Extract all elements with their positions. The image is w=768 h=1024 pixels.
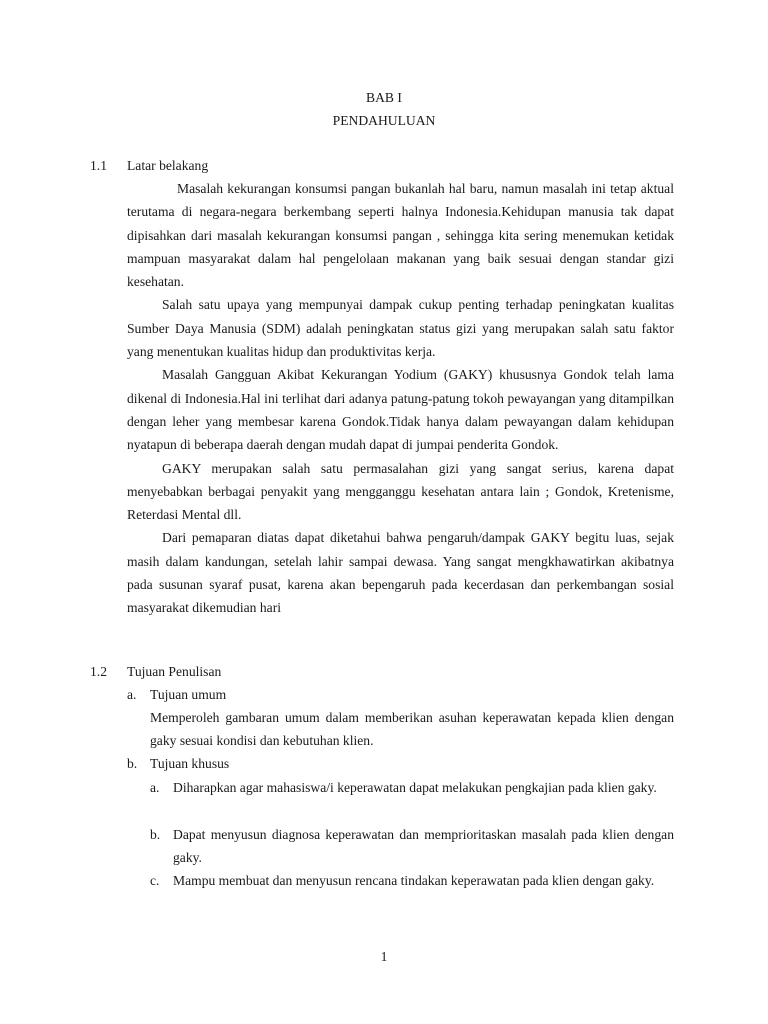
list-item-label: a. bbox=[150, 780, 160, 795]
list-item bbox=[173, 823, 674, 870]
list-item bbox=[173, 776, 674, 799]
list-item-text: Diharapkan agar mahasiswa/i keperawatan dapat melakukan pengkajian pada klien gaky. bbox=[173, 780, 657, 795]
section-1-number: 1.1 bbox=[90, 158, 107, 173]
subsection-b-title: Tujuan khusus bbox=[150, 756, 230, 771]
paragraph-5: Dari pemaparan diatas dapat diketahui bahwa pengaruh/dampak GAKY begitu luas, sejak masih dalam kandungan, setelah lahir sampai dewasa. Yang sangat mengkhawatirkan akibatnya pada susunan syaraf pusat, karena akan bepengaruh pada kecerdasan dan perkembangan sosial masyarakat dikemudian hari bbox=[127, 530, 674, 616]
chapter-label: BAB I bbox=[366, 90, 402, 105]
paragraph-3: Masalah Gangguan Akibat Kekurangan Yodium (GAKY) khususnya Gondok telah lama dikenal di Indonesia.Hal ini terlihat dari adanya patung-patung tokoh pewayangan yang ditampilkan dengan leher yang membesar karena Gondok.Tidak hanya dalam pewayangan dalam kehidupan nyatapun di beberapa daerah dengan mudah dapat di jumpai penderita Gondok. bbox=[127, 367, 674, 453]
section-2-title: Tujuan Penulisan bbox=[127, 664, 222, 679]
paragraph-4: GAKY merupakan salah satu permasalahan gizi yang sangat serius, karena dapat menyebabkan berbagai penyakit yang mengganggu kesehatan antara lain ; Gondok, Kretenisme, Reterdasi Mental dll. bbox=[127, 460, 674, 523]
list-item bbox=[173, 869, 674, 892]
subsection-a-text: Memperoleh gambaran umum dalam memberikan asuhan keperawatan kepada klien dengan gaky sesuai kondisi dan kebutuhan klien. bbox=[150, 710, 674, 749]
subsection-a-label: a. bbox=[127, 687, 137, 702]
list-item-text: Dapat menyusun diagnosa keperawatan dan memprioritaskan masalah pada klien dengan gaky. bbox=[173, 827, 674, 866]
list-item-text: Mampu membuat dan menyusun rencana tindakan keperawatan pada klien dengan gaky. bbox=[173, 873, 655, 888]
page-number: 1 bbox=[380, 949, 388, 964]
section-1-body bbox=[127, 177, 674, 620]
subsection-a-title: Tujuan umum bbox=[150, 687, 227, 702]
section-2-number: 1.2 bbox=[90, 664, 107, 679]
paragraph-2: Salah satu upaya yang mempunyai dampak cukup penting terhadap peningkatan kualitas Sumber Daya Manusia (SDM) adalah peningkatan status gizi yang merupakan salah satu faktor yang menentukan kualitas hidup dan produktivitas kerja. bbox=[127, 297, 674, 360]
list-item-label: b. bbox=[150, 827, 161, 842]
list-item-label: c. bbox=[150, 873, 160, 888]
subsection-a-body bbox=[150, 706, 674, 753]
subsection-b-label: b. bbox=[127, 756, 138, 771]
section-1-title: Latar belakang bbox=[127, 158, 209, 173]
chapter-title: PENDAHULUAN bbox=[332, 113, 436, 128]
paragraph-1: Masalah kekurangan konsumsi pangan bukanlah hal baru, namun masalah ini tetap aktual terutama di negara-negara berkembang seperti halnya Indonesia.Kehidupan manusia tak dapat dipisahkan dari masalah kekurangan konsumsi pangan , sehingga kita sering menemukan ketidak mampuan masyarakat dalam hal pengelolaan makanan yang baik sesuai dengan standar gizi kesehatan. bbox=[127, 181, 674, 290]
